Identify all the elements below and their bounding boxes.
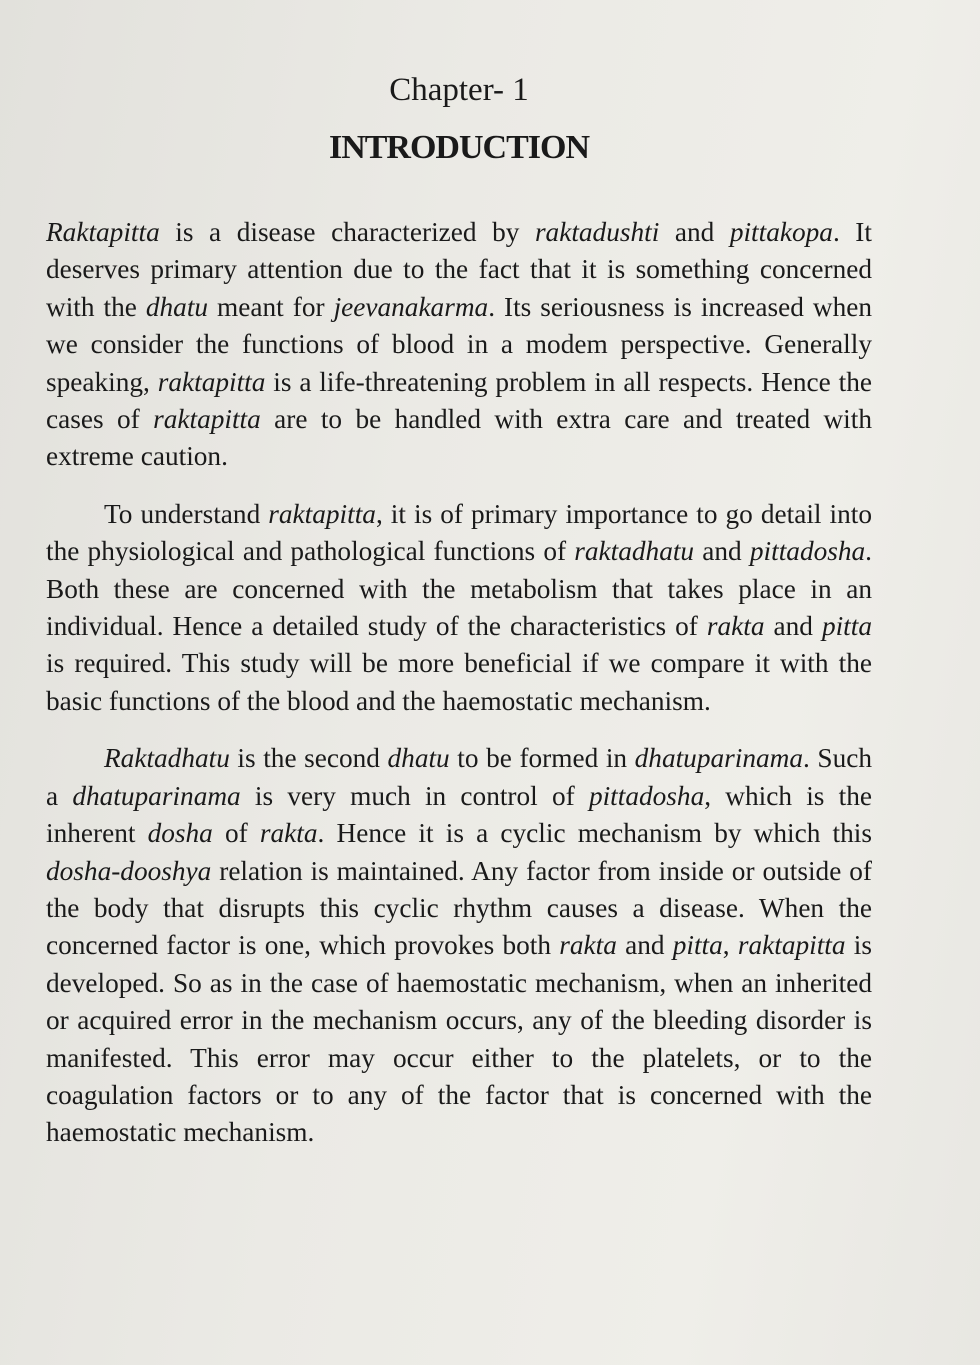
italic-term: pittakopa <box>729 217 833 247</box>
italic-term: dhatu <box>145 291 209 322</box>
text-run: . It deserves primary attention due to the fact that it is something concerned with the <box>46 217 872 322</box>
italic-term: jeevanakarma <box>333 291 489 322</box>
text-run: relation is maintained. Any factor from inside or outside of the body that disrupts this cyclic rhythm causes a disease. When the concerned factor is one, which provokes both <box>46 855 872 961</box>
italic-term: raktadhatu <box>574 536 695 567</box>
chapter-body <box>46 214 872 1152</box>
text-run: is very much in control of <box>240 780 589 811</box>
italic-term: dhatuparinama <box>72 780 241 811</box>
text-run: to be formed in <box>449 743 635 774</box>
text-run: and <box>694 536 750 567</box>
text-run: is a life-threatening problem in all respects. Hence the cases of <box>46 366 872 435</box>
italic-term: rakta <box>706 611 765 642</box>
text-run: of <box>212 818 260 849</box>
paragraph-2 <box>46 496 872 720</box>
italic-term: dosha <box>147 818 213 849</box>
chapter-title: INTRODUCTION <box>328 129 590 166</box>
text-run: is developed. So as in the case of haemostatic mechanism, when an inherited or acquired error in the mechanism occurs, any of the bleeding disorder is manifested. This error may occur either to the platelets, or to the coagulation factors or to any of the factor that is concerned with the haemostatic mechanism. <box>46 930 872 1148</box>
italic-term: raktapitta <box>268 498 376 529</box>
text-run: and <box>659 217 730 247</box>
italic-term: pitta <box>672 930 723 961</box>
italic-term: pitta <box>821 611 872 642</box>
text-run: are to be handled with extra care and treated with extreme caution. <box>46 404 872 472</box>
text-run: is the second <box>229 743 388 774</box>
text-run: . Hence it is a cyclic mechanism by which this <box>317 818 872 849</box>
text-run: To understand <box>104 498 269 529</box>
text-run: . Its seriousness is increased when we consider the functions of blood in a modem perspective. Generally speaking, <box>46 291 872 397</box>
italic-term: raktapitta <box>157 366 266 397</box>
italic-term: Raktapitta <box>46 217 160 247</box>
book-page <box>46 68 872 1172</box>
italic-term: raktapitta <box>737 930 846 961</box>
italic-term: Raktadhatu <box>104 743 230 774</box>
text-run: , <box>722 930 738 961</box>
italic-term: pittadosha <box>588 780 705 811</box>
text-run: and <box>764 611 822 642</box>
italic-term: dhatuparinama <box>634 743 803 774</box>
italic-term: rakta <box>259 818 318 849</box>
text-run: and <box>616 930 673 961</box>
italic-term: rakta <box>559 930 617 961</box>
italic-term: raktapitta <box>153 404 261 435</box>
italic-term: dhatu <box>387 743 450 774</box>
paragraph-1 <box>46 214 872 476</box>
paragraph-3 <box>46 740 872 1151</box>
chapter-number: Chapter- 1 <box>389 72 529 108</box>
italic-term: dosha-dooshya <box>46 855 212 886</box>
italic-term: raktadushti <box>534 217 660 247</box>
text-run: . Such a <box>46 743 872 811</box>
text-run: . Both these are concerned with the metabolism that takes place in an individual. Hence a detailed study of the characteristics of <box>46 536 872 642</box>
italic-term: pittadosha <box>749 536 866 567</box>
text-run: is required. This study will be more beneficial if we compare it with the basic functions of the blood and the haemostatic mechanism. <box>46 648 872 716</box>
text-run: , which is the inherent <box>46 780 872 849</box>
text-run: , it is of primary importance to go detail into the physiological and pathological functions of <box>46 498 872 567</box>
text-run: is a disease characterized by <box>159 217 535 247</box>
text-run: meant for <box>208 291 334 322</box>
